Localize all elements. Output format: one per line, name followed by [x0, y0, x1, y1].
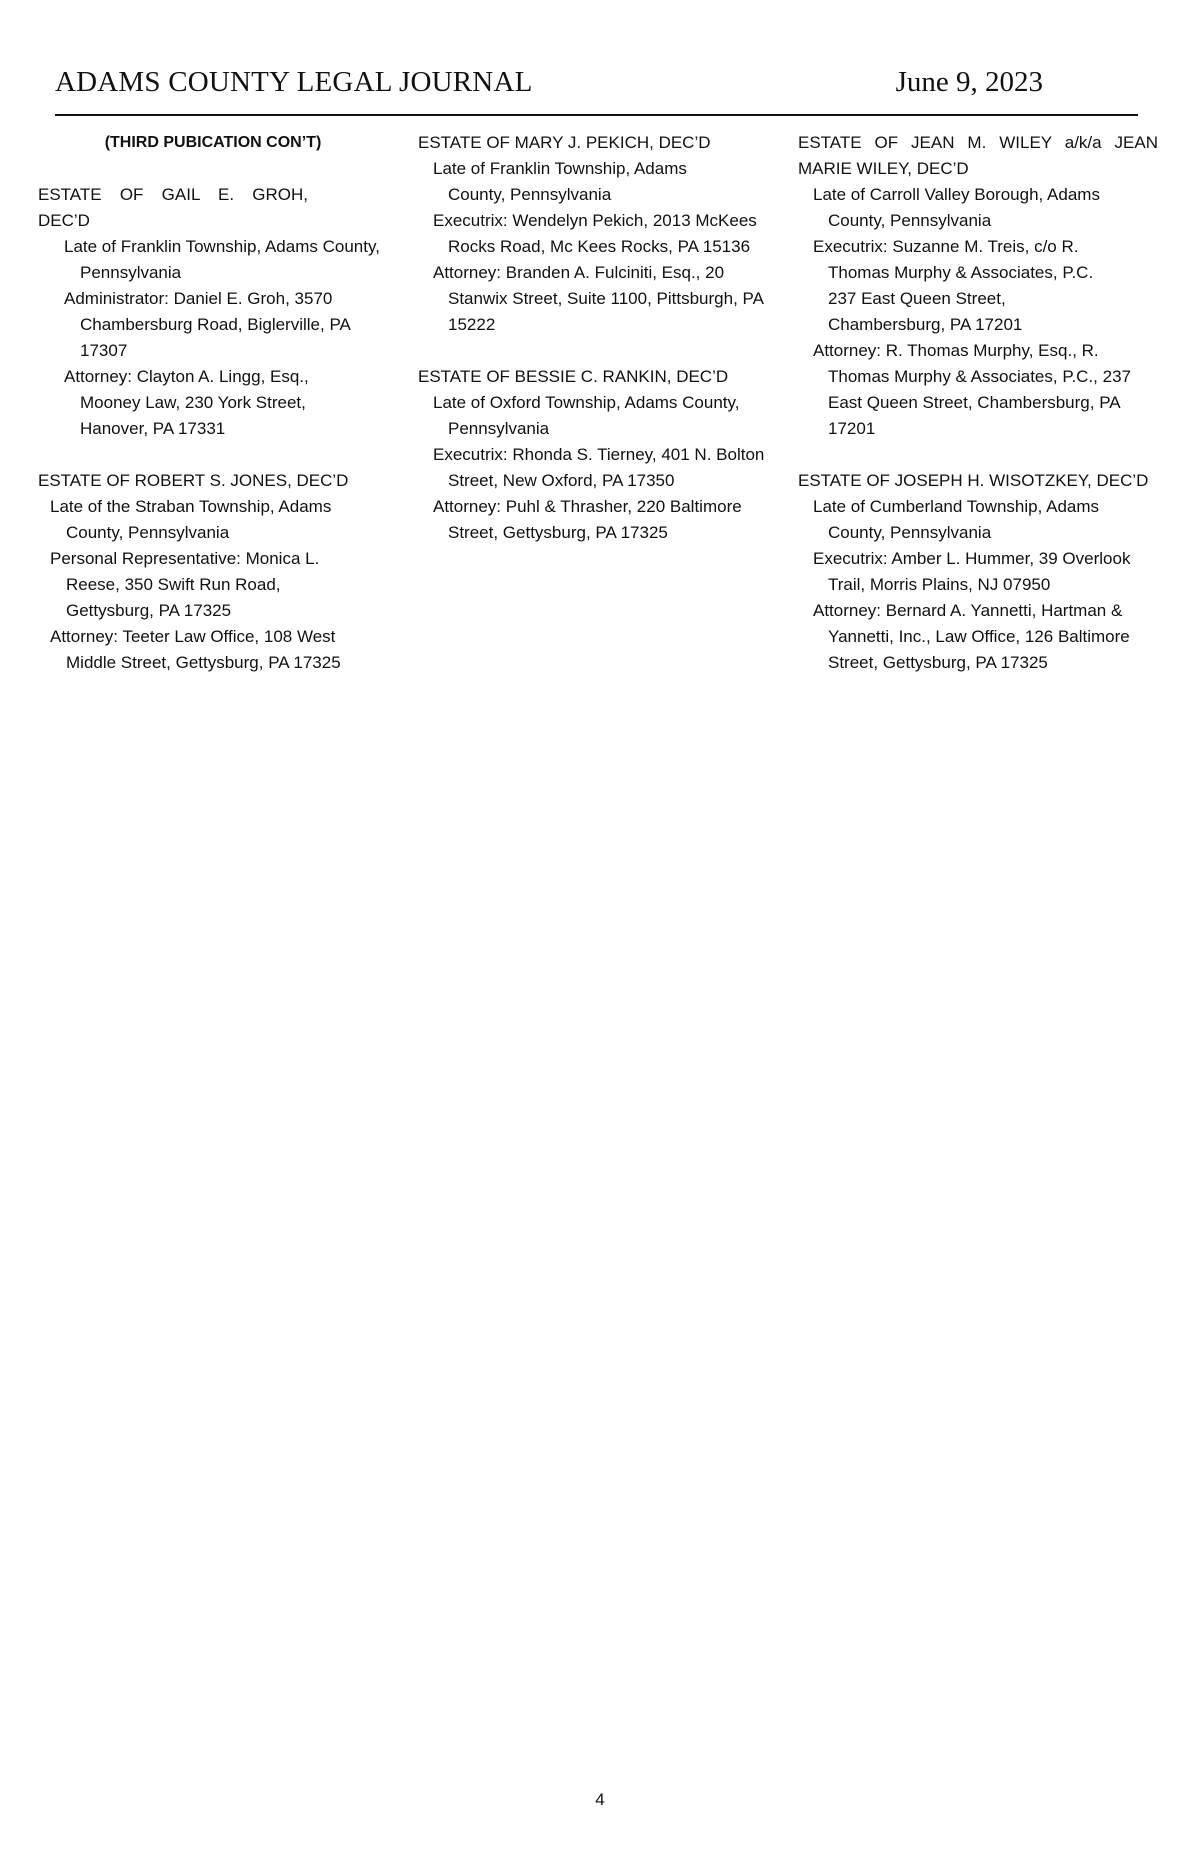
- estate-executrix: Executrix: Suzanne M. Treis, c/o R. Thomas Murphy & Associates, P.C. 237 East Queen Street, Chambersburg, PA 17201: [813, 237, 1094, 334]
- estate-residence: Late of Cumberland Township, Adams County, Pennsylvania: [813, 497, 1100, 542]
- estate-residence: Late of Franklin Township, Adams County, Pennsylvania: [433, 159, 687, 204]
- estate-attorney: Attorney: Bernard A. Yannetti, Hartman & Yannetti, Inc., Law Office, 126 Baltimore Street, Gettysburg, PA 17325: [813, 601, 1130, 672]
- estate-attorney: Attorney: Clayton A. Lingg, Esq., Mooney Law, 230 York Street, Hanover, PA 17331: [64, 367, 309, 438]
- estate-executrix: Executrix: Wendelyn Pekich, 2013 McKees Rocks Road, Mc Kees Rocks, PA 15136: [433, 211, 757, 256]
- publication-heading: (THIRD PUBICATION CON’T): [104, 134, 322, 151]
- estate-residence: Late of Franklin Township, Adams County, Pennsylvania: [64, 237, 380, 282]
- journal-title: ADAMS COUNTY LEGAL JOURNAL: [55, 66, 533, 98]
- journal-header: [55, 66, 1138, 116]
- estate-notice-wiley: [798, 130, 1158, 442]
- estate-residence: Late of the Straban Township, Adams County, Pennsylvania: [50, 497, 332, 542]
- estate-attorney: Attorney: Puhl & Thrasher, 220 Baltimore Street, Gettysburg, PA 17325: [433, 497, 742, 542]
- estate-representative: Personal Representative: Monica L. Reese, 350 Swift Run Road, Gettysburg, PA 17325: [50, 549, 320, 620]
- estate-residence: Late of Oxford Township, Adams County, Pennsylvania: [433, 393, 740, 438]
- estate-notice-groh: [38, 182, 388, 442]
- estate-notice-wisotzkey: [798, 468, 1158, 676]
- estate-name: ESTATE OF JEAN M. WILEY a/k/a JEAN MARIE WILEY, DEC’D: [798, 133, 1158, 178]
- estate-attorney: Attorney: R. Thomas Murphy, Esq., R. Thomas Murphy & Associates, P.C., 237 East Queen Street, Chambersburg, PA 17201: [813, 341, 1131, 438]
- estate-executrix: Executrix: Amber L. Hummer, 39 Overlook Trail, Morris Plains, NJ 07950: [813, 549, 1131, 594]
- issue-date: June 9, 2023: [895, 66, 1043, 98]
- estate-residence: Late of Carroll Valley Borough, Adams County, Pennsylvania: [813, 185, 1100, 230]
- estate-notice-jones: [38, 468, 388, 676]
- estate-name: ESTATE OF ROBERT S. JONES, DEC’D: [38, 471, 349, 490]
- estate-notice-pekich: [418, 130, 770, 338]
- column-1: [38, 130, 388, 702]
- estate-name: ESTATE OF GAIL E. GROH, DEC’D: [38, 185, 308, 230]
- estate-name: ESTATE OF MARY J. PEKICH, DEC’D: [418, 133, 711, 152]
- estate-executrix: Executrix: Rhonda S. Tierney, 401 N. Bolton Street, New Oxford, PA 17350: [433, 445, 765, 490]
- estate-attorney: Attorney: Teeter Law Office, 108 West Middle Street, Gettysburg, PA 17325: [50, 627, 341, 672]
- estate-name: ESTATE OF BESSIE C. RANKIN, DEC’D: [418, 367, 729, 386]
- estate-administrator: Administrator: Daniel E. Groh, 3570 Chambersburg Road, Biglerville, PA 17307: [64, 289, 350, 360]
- column-3: [798, 130, 1158, 702]
- estate-name: ESTATE OF JOSEPH H. WISOTZKEY, DEC’D: [798, 471, 1149, 490]
- estate-attorney: Attorney: Branden A. Fulciniti, Esq., 20 Stanwix Street, Suite 1100, Pittsburgh, PA 15222: [433, 263, 763, 334]
- column-2: [418, 130, 770, 572]
- page-number: 4: [595, 1790, 605, 1809]
- estate-notice-rankin: [418, 364, 770, 546]
